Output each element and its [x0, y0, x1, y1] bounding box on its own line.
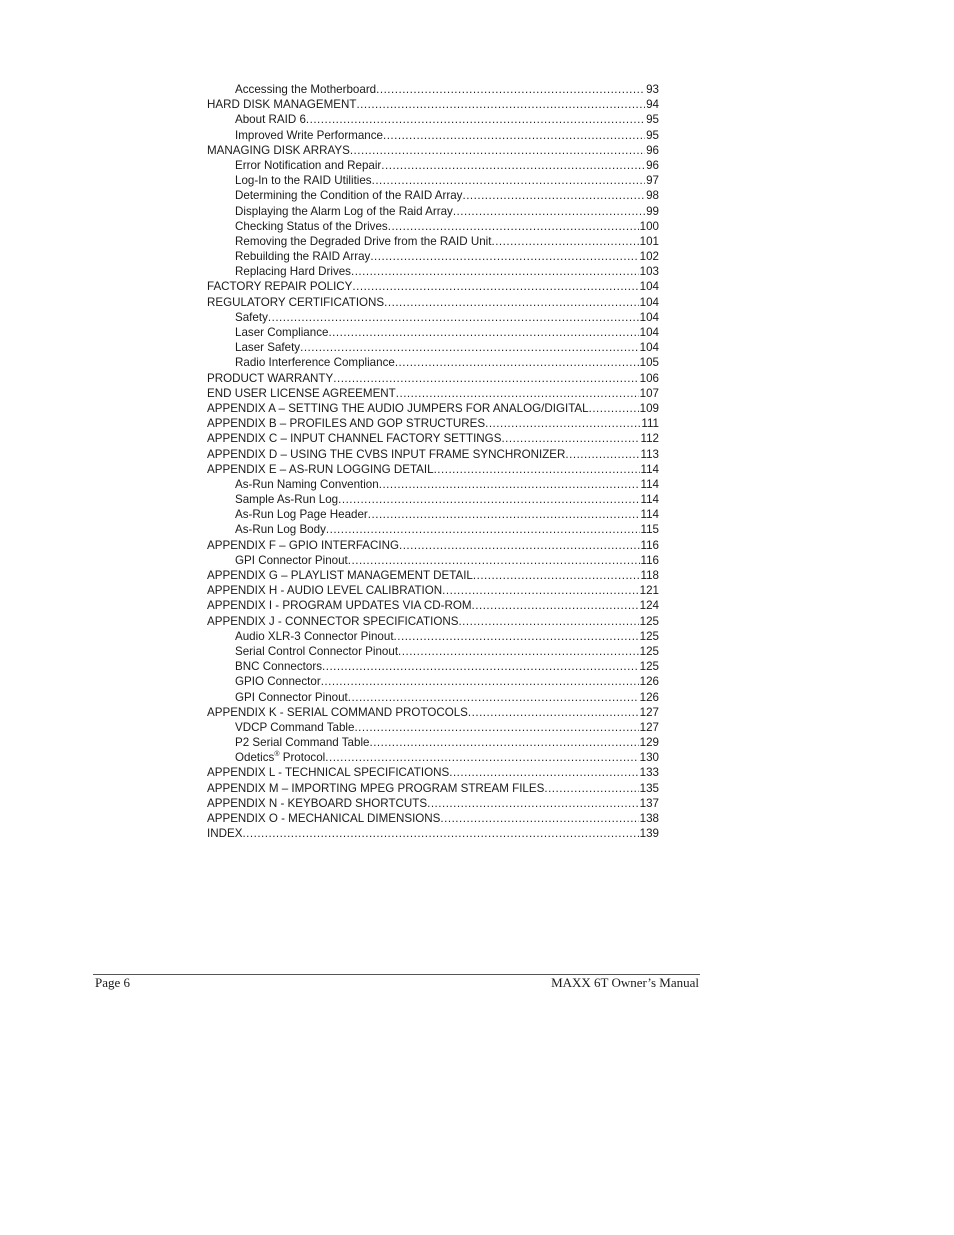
toc-dot-leader [350, 143, 645, 158]
toc-entry-title: APPENDIX G – PLAYLIST MANAGEMENT DETAIL [207, 569, 473, 582]
toc-dot-leader [383, 128, 645, 143]
toc-entry-title: MANAGING DISK ARRAYS [207, 143, 350, 157]
toc-dot-leader [544, 781, 638, 796]
toc-entry-title: APPENDIX M – IMPORTING MPEG PROGRAM STREAM FILES [207, 781, 545, 795]
toc-entry-title: Audio XLR-3 Connector Pinout [235, 629, 394, 643]
toc-entry-page: 114 [640, 477, 659, 491]
toc-entry-title: Laser Safety [235, 341, 301, 355]
toc-dot-leader [449, 765, 638, 780]
toc-entry-title: FACTORY REPAIR POLICY [207, 280, 353, 294]
toc-entry[interactable] [207, 462, 659, 477]
toc-entry-page: 93 [646, 83, 659, 96]
toc-entry-page: 115 [640, 523, 659, 537]
toc-entry[interactable] [207, 492, 659, 507]
toc-entry-title: APPENDIX D – USING THE CVBS INPUT FRAME SYNCHRONIZER [207, 447, 566, 461]
toc-entry-page: 109 [639, 401, 659, 415]
toc-entry[interactable] [207, 629, 659, 644]
toc-entry-page: 103 [639, 265, 659, 279]
toc-dot-leader [501, 431, 639, 446]
toc-entry[interactable] [207, 750, 659, 765]
toc-entry[interactable] [207, 659, 659, 674]
toc-entry-title: Checking Status of the Drives [235, 219, 388, 233]
toc-entry-page: 116 [640, 553, 659, 567]
toc-entry-title: APPENDIX N - KEYBOARD SHORTCUTS [207, 796, 428, 810]
toc-entry[interactable] [207, 614, 659, 629]
toc-entry-page: 104 [639, 341, 659, 355]
toc-entry[interactable] [207, 204, 659, 219]
toc-dot-leader [333, 371, 638, 386]
toc-entry-page: 137 [639, 796, 659, 810]
toc-entry-page: 125 [639, 629, 659, 643]
toc-dot-leader [398, 644, 639, 659]
toc-dot-leader [395, 355, 639, 370]
toc-entry[interactable] [207, 705, 659, 720]
toc-entry[interactable] [207, 325, 659, 340]
toc-dot-leader [300, 340, 639, 355]
toc-entry[interactable] [207, 112, 659, 127]
toc-dot-leader [440, 811, 638, 826]
toc-entry-title: GPIO Connector [235, 675, 321, 689]
toc-dot-leader [394, 629, 639, 644]
toc-dot-leader [472, 598, 639, 613]
toc-entry-page: 114 [640, 462, 659, 476]
toc-entry[interactable] [207, 735, 659, 750]
toc-entry-title: APPENDIX A – SETTING THE AUDIO JUMPERS FOR ANALOG/DIGITAL [207, 401, 589, 415]
toc-entry-title: Improved Write Performance [235, 128, 383, 142]
toc-entry-page: 126 [639, 690, 659, 704]
toc-entry-page: 105 [639, 356, 659, 370]
toc-entry-page: 111 [641, 417, 659, 431]
toc-entry-title: BNC Connectors [235, 660, 322, 674]
toc-entry[interactable] [207, 553, 659, 568]
toc-dot-leader [388, 219, 639, 234]
toc-entry-title: Error Notification and Repair [235, 158, 382, 172]
toc-dot-leader [325, 750, 638, 765]
toc-entry-title: APPENDIX B – PROFILES AND GOP STRUCTURES [207, 417, 486, 431]
toc-entry-page: 129 [639, 736, 659, 750]
toc-entry[interactable] [207, 173, 659, 188]
toc-entry-page: 99 [646, 204, 659, 218]
toc-entry-title: APPENDIX O - MECHANICAL DIMENSIONS [207, 812, 441, 825]
toc-entry[interactable] [207, 340, 659, 355]
table-of-contents [207, 82, 659, 841]
toc-entry-page: 112 [640, 432, 659, 446]
toc-entry[interactable] [207, 811, 659, 826]
toc-dot-leader [565, 447, 639, 462]
toc-entry[interactable] [207, 355, 659, 370]
toc-entry-page: 106 [639, 371, 659, 385]
toc-entry[interactable] [207, 295, 659, 310]
toc-entry[interactable] [207, 82, 659, 97]
toc-entry-page: 98 [646, 189, 659, 203]
toc-dot-leader [370, 249, 638, 264]
toc-entry-page: 139 [639, 827, 659, 841]
footer-manual-title: MAXX 6T Owner’s Manual [551, 975, 699, 990]
toc-entry-page: 104 [639, 326, 659, 339]
toc-dot-leader [372, 173, 645, 188]
toc-entry-page: 102 [639, 250, 659, 264]
toc-entry[interactable] [207, 416, 659, 431]
toc-dot-leader [453, 204, 645, 219]
toc-entry-title: Sample As-Run Log [235, 493, 339, 507]
toc-entry[interactable] [207, 264, 659, 279]
toc-dot-leader [352, 279, 638, 294]
toc-entry-page: 113 [640, 447, 659, 461]
toc-entry[interactable] [207, 371, 659, 386]
toc-dot-leader [338, 492, 639, 507]
toc-dot-leader [384, 295, 638, 310]
toc-entry[interactable] [207, 690, 659, 705]
toc-entry-title: APPENDIX E – AS-RUN LOGGING DETAIL [207, 462, 434, 476]
toc-dot-leader [354, 720, 638, 735]
toc-entry-title: Laser Compliance [235, 326, 329, 339]
toc-entry-page: 125 [639, 660, 659, 674]
toc-entry-title: APPENDIX C – INPUT CHANNEL FACTORY SETTINGS [207, 432, 502, 446]
toc-entry[interactable] [207, 431, 659, 446]
footer-page-number: Page 6 [95, 975, 131, 990]
toc-entry[interactable] [207, 568, 659, 583]
toc-entry-title: GPI Connector Pinout [235, 690, 348, 704]
toc-entry-page: 104 [639, 280, 659, 294]
toc-dot-leader [434, 462, 640, 477]
toc-dot-leader [396, 386, 639, 401]
toc-entry-page: 114 [640, 508, 659, 522]
toc-dot-leader [351, 264, 639, 279]
toc-dot-leader [368, 507, 640, 522]
toc-dot-leader [369, 735, 638, 750]
toc-entry-page: 125 [639, 644, 659, 658]
toc-entry[interactable] [207, 447, 659, 462]
toc-entry-title: HARD DISK MANAGEMENT [207, 98, 357, 112]
toc-entry-title: Determining the Condition of the RAID Array [235, 189, 463, 203]
toc-entry-page: 121 [639, 584, 659, 598]
toc-entry-page: 138 [639, 812, 659, 825]
toc-dot-leader [328, 325, 638, 340]
toc-entry[interactable] [207, 720, 659, 735]
toc-entry-page: 104 [639, 295, 659, 309]
toc-entry-page: 97 [646, 174, 659, 188]
toc-entry[interactable] [207, 386, 659, 401]
toc-dot-leader [427, 796, 639, 811]
toc-entry-title: APPENDIX J - CONNECTOR SPECIFICATIONS [207, 614, 459, 628]
toc-entry[interactable] [207, 97, 659, 112]
toc-entry-title: REGULATORY CERTIFICATIONS [207, 295, 385, 309]
toc-entry-page: 96 [646, 143, 659, 157]
toc-dot-leader [485, 416, 640, 431]
toc-entry[interactable] [207, 279, 659, 294]
toc-dot-leader [458, 614, 638, 629]
toc-entry[interactable] [207, 796, 659, 811]
toc-dot-leader [442, 583, 638, 598]
toc-entry[interactable] [207, 128, 659, 143]
toc-entry-title: Safety [235, 310, 268, 324]
registered-mark: ® [274, 751, 280, 759]
toc-entry[interactable] [207, 249, 659, 264]
toc-entry[interactable] [207, 401, 659, 416]
toc-entry-page: 104 [639, 310, 659, 324]
toc-dot-leader [468, 705, 639, 720]
toc-entry[interactable] [207, 765, 659, 780]
toc-entry-title: INDEX [207, 827, 243, 841]
toc-entry-page: 101 [639, 234, 659, 248]
toc-entry[interactable] [207, 507, 659, 522]
toc-entry-title: As-Run Log Body [235, 523, 326, 537]
toc-entry[interactable] [207, 826, 659, 841]
toc-entry-page: 126 [639, 675, 659, 689]
toc-entry[interactable] [207, 158, 659, 173]
toc-entry[interactable] [207, 477, 659, 492]
toc-entry[interactable] [207, 598, 659, 613]
toc-entry-page: 118 [640, 569, 659, 582]
toc-entry-title: APPENDIX I - PROGRAM UPDATES VIA CD-ROM [207, 599, 472, 613]
toc-dot-leader [399, 538, 640, 553]
toc-entry-page: 127 [639, 705, 659, 719]
toc-entry-title: GPI Connector Pinout [235, 553, 348, 567]
toc-entry-title: PRODUCT WARRANTY [207, 371, 334, 385]
toc-entry-title: Removing the Degraded Drive from the RAID Unit [235, 234, 492, 248]
toc-entry-page: 127 [639, 720, 659, 734]
toc-dot-leader [306, 112, 645, 127]
toc-entry[interactable] [207, 674, 659, 689]
toc-dot-leader [356, 97, 645, 112]
toc-dot-leader [473, 568, 640, 583]
toc-entry-title: VDCP Command Table [235, 720, 355, 734]
toc-entry-page: 100 [639, 219, 659, 233]
toc-dot-leader [379, 477, 640, 492]
toc-dot-leader [381, 158, 645, 173]
toc-entry-title: Replacing Hard Drives [235, 265, 351, 279]
toc-entry-page: 133 [639, 766, 659, 780]
toc-entry-title: Log-In to the RAID Utilities [235, 174, 372, 188]
toc-entry-title: About RAID 6 [235, 113, 306, 127]
toc-dot-leader [322, 659, 639, 674]
toc-dot-leader [589, 401, 639, 416]
toc-entry-title: END USER LICENSE AGREEMENT [207, 386, 396, 400]
toc-dot-leader [491, 234, 638, 249]
toc-entry-title: Odetics® Protocol [235, 751, 326, 765]
toc-entry[interactable] [207, 188, 659, 203]
toc-entry-title: Rebuilding the RAID Array [235, 250, 371, 264]
toc-entry-page: 95 [646, 113, 659, 127]
toc-dot-leader [326, 522, 640, 537]
toc-entry[interactable] [207, 310, 659, 325]
toc-entry[interactable] [207, 538, 659, 553]
toc-entry[interactable] [207, 583, 659, 598]
toc-entry-title: APPENDIX F – GPIO INTERFACING [207, 538, 399, 552]
toc-entry[interactable] [207, 143, 659, 158]
toc-entry[interactable] [207, 644, 659, 659]
toc-entry[interactable] [207, 781, 659, 796]
toc-entry-title: Radio Interference Compliance [235, 356, 395, 370]
toc-entry-title: As-Run Log Page Header [235, 508, 368, 522]
toc-dot-leader [321, 674, 639, 689]
toc-entry-title: APPENDIX L - TECHNICAL SPECIFICATIONS [207, 766, 450, 780]
toc-entry-title: Displaying the Alarm Log of the Raid Array [235, 204, 453, 218]
toc-entry-page: 125 [639, 614, 659, 628]
toc-entry-page: 96 [646, 158, 659, 172]
toc-entry-title: Accessing the Motherboard [235, 83, 377, 96]
toc-entry-page: 116 [640, 538, 659, 552]
toc-entry-page: 94 [646, 98, 659, 112]
toc-entry[interactable] [207, 522, 659, 537]
toc-entry-title: APPENDIX H - AUDIO LEVEL CALIBRATION [207, 584, 443, 598]
toc-entry-page: 130 [639, 751, 659, 765]
toc-dot-leader [376, 82, 645, 97]
toc-dot-leader [348, 553, 640, 568]
toc-entry-page: 124 [639, 599, 659, 613]
toc-entry-page: 95 [646, 128, 659, 142]
toc-entry-title: As-Run Naming Convention [235, 477, 379, 491]
toc-dot-leader [242, 826, 638, 841]
toc-entry-title: P2 Serial Command Table [235, 736, 370, 750]
toc-entry-page: 114 [640, 493, 659, 507]
toc-dot-leader [462, 188, 645, 203]
toc-entry-page: 107 [639, 386, 659, 400]
toc-entry[interactable] [207, 234, 659, 249]
toc-dot-leader [268, 310, 639, 325]
toc-entry-page: 135 [639, 781, 659, 795]
toc-dot-leader [348, 690, 639, 705]
toc-entry-title: Serial Control Connector Pinout [235, 644, 399, 658]
toc-entry-title: APPENDIX K - SERIAL COMMAND PROTOCOLS [207, 705, 468, 719]
toc-entry[interactable] [207, 219, 659, 234]
